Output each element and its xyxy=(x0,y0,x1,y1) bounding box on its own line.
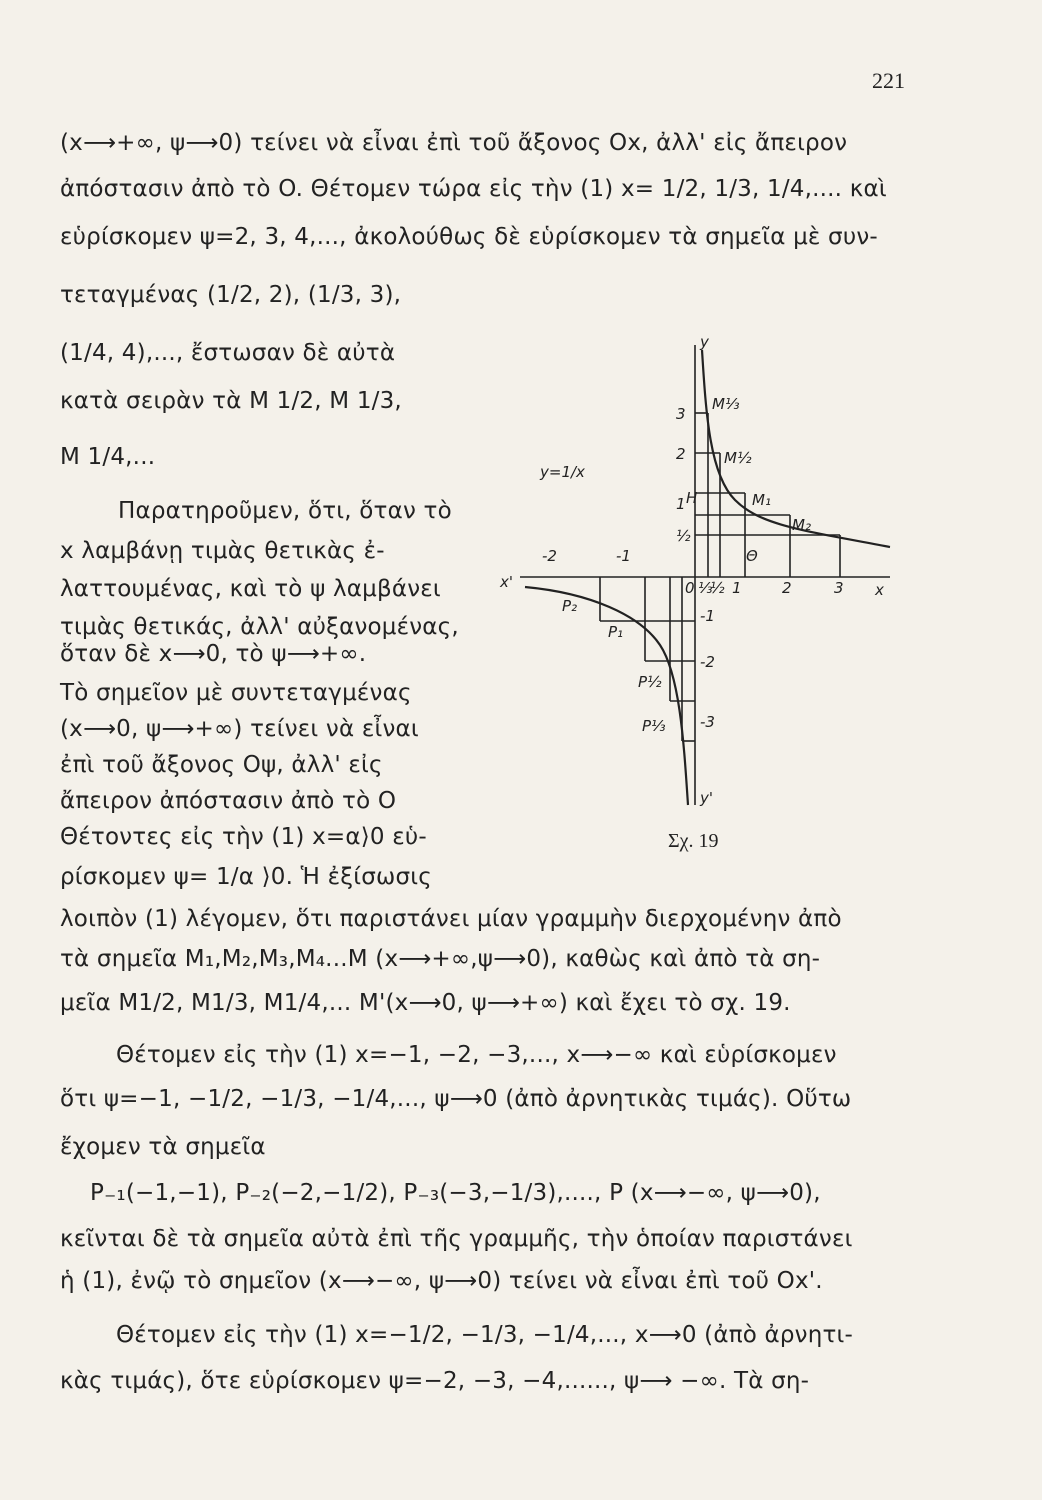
label-origin: 0 xyxy=(685,579,695,597)
text-line: κεῖνται δὲ τὰ σημεῖα αὐτὰ ἐπὶ τῆς γραμμῆς, τὴν ὁποίαν παριστάνει xyxy=(60,1226,853,1252)
text-line: ἐπὶ τοῦ ἄξονος Oψ, ἀλλ' εἰς xyxy=(60,752,383,778)
point-label: P₂ xyxy=(562,597,578,615)
point-label: M₂ xyxy=(792,516,811,534)
text-line: τεταγμένας (1/2, 2), (1/3, 3), xyxy=(60,282,402,308)
text-line: Θέτοντες εἰς τὴν (1) x=α⟩0 εὑ- xyxy=(60,824,427,850)
text-line: Θέτομεν εἰς τὴν (1) x=−1, −2, −3,..., x⟶−∞ καὶ εὑρίσκομεν xyxy=(116,1042,837,1068)
text-line: λοιπὸν (1) λέγομεν, ὅτι παριστάνει μίαν γραμμὴν διερχομένην ἀπὸ xyxy=(60,906,842,932)
text-line: (1/4, 4),..., ἔστωσαν δὲ αὐτὰ xyxy=(60,340,396,366)
figure-caption: Σχ. 19 xyxy=(668,830,719,852)
label-theta: Θ xyxy=(746,547,758,565)
text-line: εὑρίσκομεν ψ=2, 3, 4,..., ἀκολούθως δὲ εὑρίσκομεν τὰ σημεῖα μὲ συν- xyxy=(60,224,878,250)
y-tick: -3 xyxy=(700,713,715,731)
text-line: ρίσκομεν ψ= 1/α ⟩0. Ἡ ἐξίσωσις xyxy=(60,864,432,890)
text-line: ἔχομεν τὰ σημεῖα xyxy=(60,1134,266,1160)
text-line: κατὰ σειρὰν τὰ M 1/2, M 1/3, xyxy=(60,388,402,414)
text-line: μεῖα M1/2, M1/3, M1/4,... M'(x⟶0, ψ⟶+∞) καὶ ἔχει τὸ σχ. 19. xyxy=(60,990,791,1016)
label-y: y xyxy=(700,333,709,351)
x-tick: ⅓ xyxy=(698,579,713,597)
label-y-neg: y' xyxy=(700,789,714,807)
text-line: Παρατηροῦμεν, ὅτι, ὅταν τὸ xyxy=(118,498,452,524)
label-equation: y=1/x xyxy=(540,463,585,481)
y-tick: 2 xyxy=(676,445,686,463)
text-line: (x⟶+∞, ψ⟶0) τείνει νὰ εἶναι ἐπὶ τοῦ ἄξονος Ox, ἀλλ' εἰς ἄπειρον xyxy=(60,130,848,156)
page-number: 221 xyxy=(872,68,905,93)
text-line: κὰς τιμάς), ὅτε εὑρίσκομεν ψ=−2, −3, −4,......, ψ⟶ −∞. Τὰ ση- xyxy=(60,1368,810,1394)
text-line: M 1/4,... xyxy=(60,444,156,470)
x-tick: -2 xyxy=(542,547,557,565)
text-line: ἡ (1), ἐνῷ τὸ σημεῖον (x⟶−∞, ψ⟶0) τείνει νὰ εἶναι ἐπὶ τοῦ Ox'. xyxy=(60,1268,823,1294)
x-tick: -1 xyxy=(616,547,631,565)
text-line: ὅτι ψ=−1, −1/2, −1/3, −1/4,..., ψ⟶0 (ἀπὸ ἀρνητικὰς τιμάς). Οὕτω xyxy=(60,1086,852,1112)
text-line: ὅταν δὲ x⟶0, τὸ ψ⟶+∞. xyxy=(60,641,367,667)
y-tick: 1 xyxy=(676,495,686,513)
label-x: x xyxy=(875,581,884,599)
point-label: P₁ xyxy=(608,623,624,641)
x-tick: 3 xyxy=(834,579,844,597)
x-tick: 2 xyxy=(782,579,792,597)
text-line: ἀπόστασιν ἀπὸ τὸ O. Θέτομεν τώρα εἰς τὴν (1) x= 1/2, 1/3, 1/4,.... καὶ xyxy=(60,176,887,202)
point-label: M₁ xyxy=(752,491,771,509)
text-line: ἄπειρον ἀπόστασιν ἀπὸ τὸ O xyxy=(60,788,397,814)
point-label: M½ xyxy=(724,449,752,467)
point-label: P⅓ xyxy=(642,717,666,735)
text-line: λαττουμένας, καὶ τὸ ψ λαμβάνει xyxy=(60,576,441,602)
text-line: (x⟶0, ψ⟶+∞) τείνει νὰ εἶναι xyxy=(60,716,419,742)
hyperbola-figure xyxy=(470,325,910,835)
x-tick: 1 xyxy=(732,579,742,597)
y-tick: -2 xyxy=(700,653,715,671)
text-line: P₋₁(−1,−1), P₋₂(−2,−1/2), P₋₃(−3,−1/3),...., P (x⟶−∞, ψ⟶0), xyxy=(90,1180,821,1206)
y-tick: 3 xyxy=(676,405,686,423)
point-label: M⅓ xyxy=(712,395,740,413)
point-label: P½ xyxy=(638,673,662,691)
text-line: τιμὰς θετικάς, ἀλλ' αὐξανομένας, xyxy=(60,614,459,640)
text-line: Θέτομεν εἰς τὴν (1) x=−1/2, −1/3, −1/4,..., x⟶0 (ἀπὸ ἀρνητι- xyxy=(116,1322,854,1348)
y-tick: -1 xyxy=(700,607,715,625)
y-tick: ½ xyxy=(676,527,691,545)
label-x-neg: x' xyxy=(500,573,514,591)
text-line: x λαμβάνῃ τιμὰς θετικὰς ἐ- xyxy=(60,538,385,564)
x-tick: ½ xyxy=(710,579,725,597)
hyperbola-branch-negative xyxy=(525,587,688,805)
text-line: τὰ σημεῖα M₁,M₂,M₃,M₄...M (x⟶+∞,ψ⟶0), καθὼς καὶ ἀπὸ τὰ ση- xyxy=(60,946,821,972)
label-h: H xyxy=(686,489,698,507)
text-line: Τὸ σημεῖον μὲ συντεταγμένας xyxy=(60,680,412,706)
